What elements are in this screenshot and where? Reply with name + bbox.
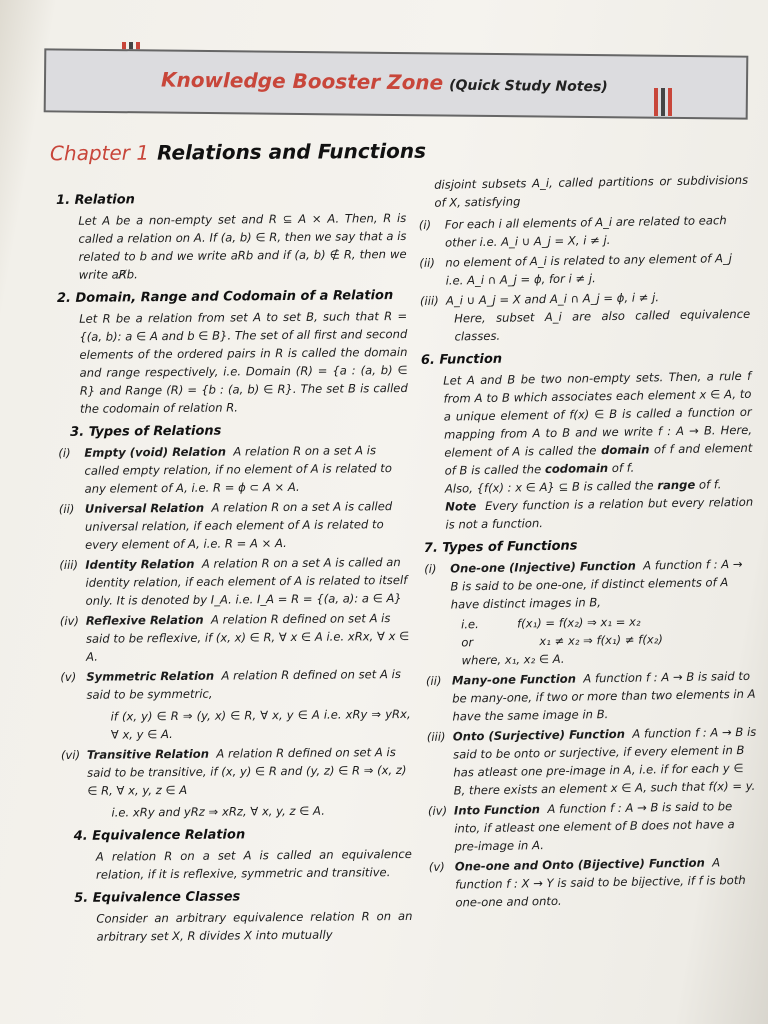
item-number: (iii)	[59, 557, 79, 572]
item-title: Transitive Relation	[86, 746, 210, 762]
range-text-2: of f.	[698, 477, 722, 492]
relation-type-universal	[59, 497, 409, 554]
item-text: A function f : A → B is said to be into, if atleast one element of B does not have a pre-image in A.	[454, 799, 735, 854]
relation-type-symmetric	[60, 665, 410, 704]
function-text-2: of f and element of B is called the	[444, 440, 753, 478]
section-types-functions-heading: 7. Types of Functions	[423, 538, 578, 556]
item-number: (i)	[424, 561, 437, 576]
function-type-onto	[427, 723, 758, 800]
one-one-where: where, x₁, x₂ ∈ A.	[461, 651, 565, 668]
transitive-math: i.e. xRy and yRz ⇒ xRz, ∀ x, y, z ∈ A.	[111, 803, 325, 820]
item-number: (ii)	[419, 255, 435, 270]
note-label: Note	[445, 499, 477, 514]
range-text-1: Also, {f(x) : x ∈ A} ⊆ B is called the	[444, 478, 654, 496]
item-title: Identity Relation	[85, 556, 195, 572]
section-types-relations-heading: 3. Types of Relations	[70, 423, 222, 440]
function-type-one-one	[424, 555, 755, 614]
relation-type-transitive	[61, 743, 411, 800]
item-number: (v)	[428, 859, 445, 874]
section-classes-heading: 5. Equivalence Classes	[74, 889, 241, 906]
condition-ii	[419, 249, 750, 290]
item-title: Empty (void) Relation	[84, 444, 227, 460]
right-column	[418, 171, 760, 912]
item-number: (iii)	[419, 293, 439, 308]
section-function-heading: 6. Function	[420, 351, 503, 368]
section-classes-text: Consider an arbitrary equivalence relation R on an arbitrary set X, R divides X into mutually	[96, 908, 413, 944]
section-equivalence-heading: 4. Equivalence Relation	[73, 827, 246, 844]
banner-subtitle: (Quick Study Notes)	[449, 77, 608, 96]
item-text: For each i all elements of A_i are related to each other i.e. A_i ∪ A_j = X, i ≠ j.	[444, 213, 727, 250]
equivalence-classes-note: Here, subset A_i are also called equivalence classes.	[454, 306, 751, 344]
function-type-many-one	[426, 667, 757, 726]
banner-title: Knowledge Booster Zone	[160, 67, 444, 95]
chapter-heading	[50, 139, 426, 166]
function-type-bijective	[429, 853, 760, 912]
item-title: Universal Relation	[84, 500, 205, 516]
item-number: (iii)	[426, 729, 446, 744]
item-text: A relation R on a set A is called an identity relation, if each element of A is related to itself only. It is denoted by I_A. i.e. I_A = R = {(a, a): a ∈ A}	[85, 555, 408, 608]
item-title: One-one (Injective) Function	[450, 558, 636, 576]
item-title: Into Function	[453, 802, 541, 818]
or-label: or	[461, 635, 474, 650]
item-title: Onto (Surjective) Function	[452, 726, 626, 744]
relation-type-reflexive	[60, 609, 410, 666]
section-domain-text: Let R be a relation from set A to set B, such that R = {(a, b): a ∈ A and b ∈ B}. The set of all first and second elements of the ordered pairs in R is called the domain and range respectively, i.e. Domain (R) = {a : (a, b) ∈ R} and Range (R) = {b : (a, b) ∈ R}. The set B is called the codomain of relation R.	[79, 308, 408, 416]
section-relation-text: Let A be a non-empty set and R ⊆ A × A. Then, R is called a relation on A. If (a, b) ∈ R, then we say that a is related to b and we write aRb and if (a, b) ∉ R, then we write aR̸b.	[78, 210, 407, 282]
function-text-3: of f.	[611, 460, 635, 475]
chapter-label: Chapter 1	[49, 140, 150, 166]
item-text: A relation R on a set A is called empty relation, if no element of A is related to any element of A, i.e. R = ϕ ⊂ A × A.	[84, 443, 392, 496]
section-function-text	[421, 367, 753, 480]
item-text: A function f : A → B is said to be one-one, if distinct elements of A have distinct images in B,	[450, 556, 743, 612]
chapter-title: Relations and Functions	[156, 138, 427, 165]
item-text: A function f : X → Y is said to be bijective, if f is both one-one and onto.	[455, 855, 746, 910]
item-text: A relation R defined on set A is said to be symmetric,	[86, 667, 401, 702]
item-number: (ii)	[425, 673, 442, 688]
symmetric-math: if (x, y) ∈ R ⇒ (y, x) ∈ R, ∀ x, y ∈ A i.e. xRy ⇒ yRx, ∀ x, y ∈ A.	[110, 706, 411, 742]
item-number: (iv)	[59, 613, 79, 628]
item-title: Reflexive Relation	[85, 612, 204, 628]
item-text: A relation R defined on set A is said to be reflexive, if (x, x) ∈ R, ∀ x ∈ A i.e. xRx, ∀ x ∈ A.	[85, 611, 410, 664]
ie-label: i.e.	[460, 617, 479, 632]
function-note	[423, 493, 754, 534]
item-text: A relation R defined on set A is said to be transitive, if (x, y) ∈ R and (y, z) ∈ R ⇒ (x, z) ∈ R, ∀ x, y, z ∈ A	[87, 745, 407, 798]
section-equivalence-text: A relation R on a set A is called an equivalence relation, if it is reflexive, symmetric and transitive.	[95, 846, 412, 882]
item-text: A function f : A → B is said to be onto or surjective, if every element in B has atleast one pre-image in A, i.e. if for each y ∈ B, there exists an element x ∈ A, such that f(x) = y.	[452, 724, 757, 798]
item-title: Many-one Function	[451, 671, 577, 688]
left-column	[56, 183, 413, 946]
relation-type-identity	[59, 553, 409, 610]
function-type-into	[428, 797, 759, 856]
item-text: A relation R on a set A is called universal relation, if each element of A is related to every element of A, i.e. R = A × A.	[84, 499, 393, 552]
item-number: (vi)	[60, 747, 81, 762]
item-title: Symmetric Relation	[86, 668, 215, 684]
function-codomain-term: codomain	[544, 461, 609, 477]
item-text: A function f : A → B is said to be many-one, if two or more than two elements in A have the same image in B.	[452, 668, 756, 724]
note-text: Every function is a relation but every relation is not a function.	[445, 494, 754, 532]
function-domain-term: domain	[600, 442, 650, 458]
section-domain-heading: 2. Domain, Range and Codomain of a Relation	[56, 288, 394, 306]
item-number: (v)	[60, 669, 77, 684]
item-title: One-one and Onto (Bijective) Function	[454, 855, 705, 874]
section-relation-heading: 1. Relation	[56, 192, 135, 208]
classes-continued-text: disjoint subsets A_i, called partitions or subdivisions of X, satisfying	[434, 172, 749, 210]
item-text: no element of A_i is related to any element of A_j i.e. A_i ∩ A_j = ϕ, for i ≠ j.	[445, 251, 733, 288]
one-one-eq2: x₁ ≠ x₂ ⇒ f(x₁) ≠ f(x₂)	[539, 632, 663, 649]
item-number: (i)	[58, 445, 71, 460]
item-number: (iv)	[427, 803, 448, 818]
item-number: (i)	[418, 217, 432, 232]
one-one-eq1: f(x₁) = f(x₂) ⇒ x₁ = x₂	[516, 614, 641, 631]
condition-i	[419, 211, 750, 252]
function-text-1: Let A and B be two non-empty sets. Then, a rule f from A to B which associates each element x ∈ A, to a unique element of f(x) ∈ B is called a function or mapping from A to B and we write f : A → B. Here, element of A is called the	[443, 368, 753, 460]
banner-ornament-right	[652, 88, 674, 116]
item-text: A_i ∪ A_j = X and A_i ∩ A_j = ϕ, i ≠ j.	[445, 290, 660, 308]
item-number: (ii)	[58, 501, 75, 516]
relation-type-empty	[58, 441, 408, 498]
banner-title-line	[161, 68, 608, 97]
function-range-term: range	[657, 477, 696, 493]
section-banner	[44, 48, 749, 119]
